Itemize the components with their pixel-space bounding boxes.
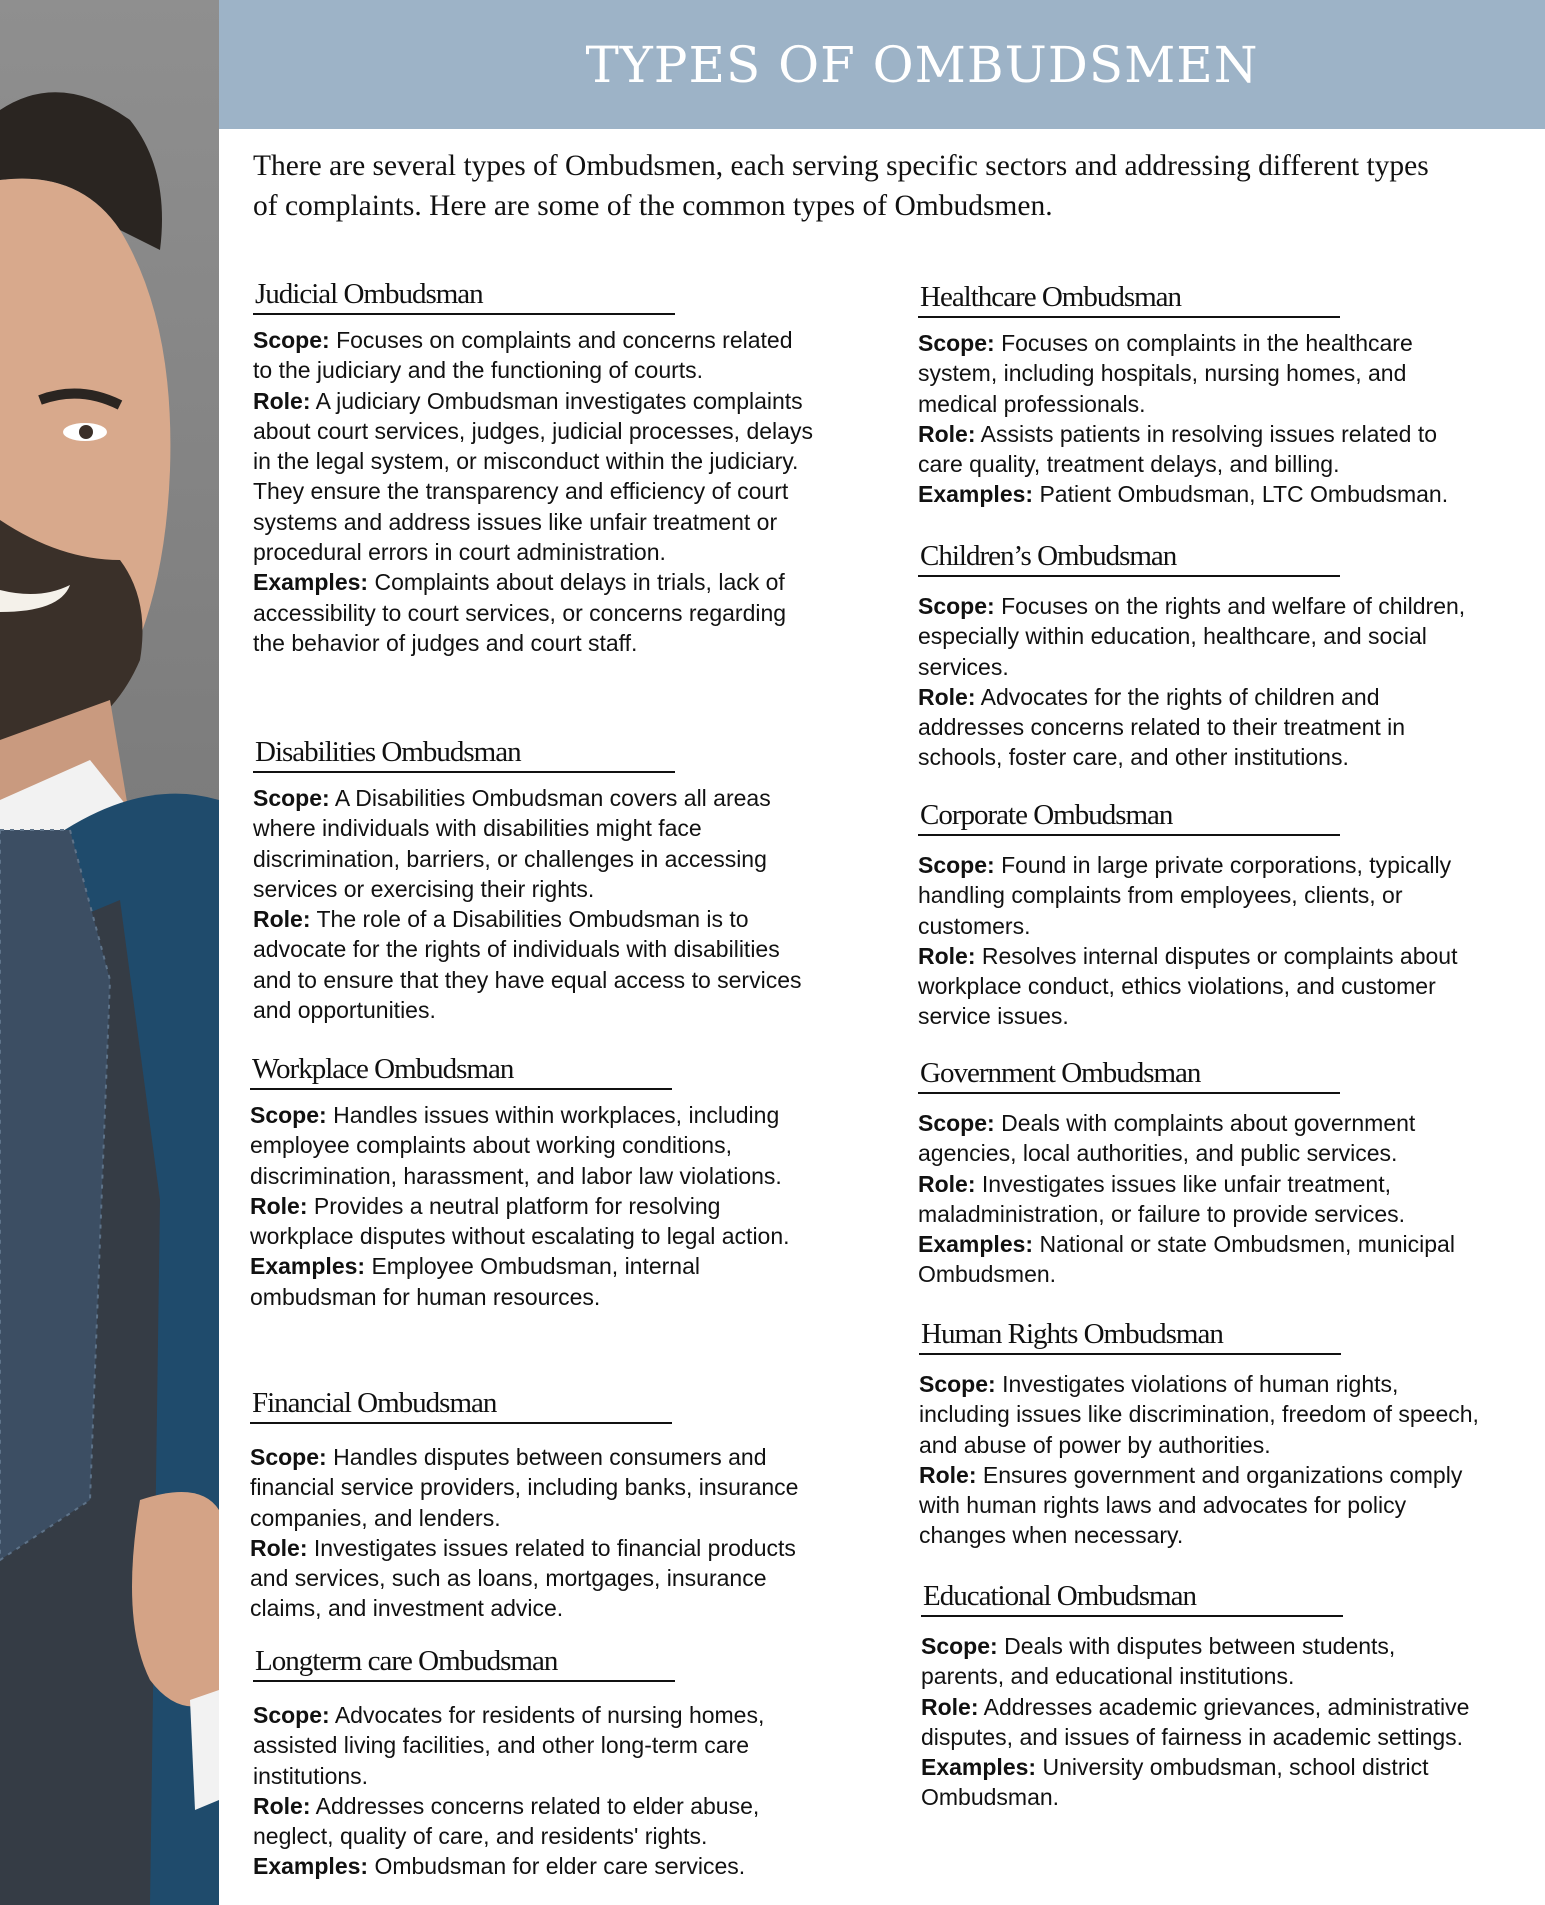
examples-text: National or state Ombudsmen, municipal Ombudsmen. xyxy=(918,1231,1455,1288)
section-government-ombudsman xyxy=(918,1057,1478,1290)
examples-text: Ombudsman for elder care services. xyxy=(374,1853,746,1880)
section-financial-ombudsman xyxy=(250,1387,810,1624)
scope-text: Focuses on complaints in the healthcare system, including hospitals, nursing homes, and medical professionals. xyxy=(918,330,1413,417)
scope-label: Scope: xyxy=(253,327,330,353)
scope-text: A Disabilities Ombudsman covers all areas where individuals with disabilities might face discrimination, barriers, or challenges in accessing services or exercising their rights. xyxy=(253,785,771,902)
section-body xyxy=(250,1100,810,1312)
examples-label: Examples: xyxy=(921,1754,1037,1781)
header-banner xyxy=(219,0,1545,129)
section-title: Disabilities Ombudsman xyxy=(253,736,675,773)
scope-label: Scope: xyxy=(918,1110,995,1136)
examples-label: Examples: xyxy=(253,1853,369,1880)
section-title: Corporate Ombudsman xyxy=(918,799,1340,836)
role-label: Role: xyxy=(918,420,976,447)
examples-text: Employee Ombudsman, internal ombudsman for human resources. xyxy=(250,1253,701,1310)
role-label: Role: xyxy=(250,1192,308,1219)
examples-label: Examples: xyxy=(250,1253,366,1280)
scope-label: Scope: xyxy=(250,1444,327,1470)
role-text: Investigates issues related to financial products and services, such as loans, mortgages, insurance claims, and investment advice. xyxy=(250,1534,796,1622)
section-title: Workplace Ombudsman xyxy=(250,1053,672,1090)
page-title: TYPES OF OMBUDSMEN xyxy=(585,35,1259,94)
role-label: Role: xyxy=(253,387,311,414)
section-title: Judicial Ombudsman xyxy=(253,278,675,315)
section-corporate-ombudsman xyxy=(918,799,1478,1032)
role-label: Role: xyxy=(919,1461,977,1488)
role-text: Assists patients in resolving issues related to care quality, treatment delays, and billing. xyxy=(918,420,1438,478)
examples-text: Complaints about delays in trials, lack of accessibility to court services, or concerns regarding the behavior of judges and court staff. xyxy=(253,569,787,656)
scope-text: Deals with complaints about government agencies, local authorities, and public services. xyxy=(918,1110,1416,1167)
role-label: Role: xyxy=(918,1170,976,1197)
section-body xyxy=(918,328,1488,510)
section-title: Children’s Ombudsman xyxy=(918,540,1340,577)
scope-label: Scope: xyxy=(918,852,995,878)
section-body xyxy=(918,591,1478,773)
scope-text: Handles issues within workplaces, including employee complaints about working conditions, discrimination, harassment, and labor law violations. xyxy=(250,1102,782,1189)
section-body xyxy=(921,1631,1481,1813)
section-longterm-care-ombudsman xyxy=(253,1645,813,1882)
scope-label: Scope: xyxy=(919,1371,996,1397)
role-text: Addresses academic grievances, administrative disputes, and issues of fairness in academic settings. xyxy=(921,1693,1470,1750)
role-label: Role: xyxy=(918,942,976,969)
role-text: Advocates for the rights of children and addresses concerns related to their treatment in schools, foster care, and other institutions. xyxy=(918,683,1406,771)
role-label: Role: xyxy=(250,1534,308,1561)
section-body xyxy=(250,1442,810,1624)
section-body xyxy=(253,783,813,1025)
scope-text: Focuses on the rights and welfare of children, especially within education, healthcare, and social services. xyxy=(918,593,1466,680)
scope-label: Scope: xyxy=(918,593,995,619)
section-educational-ombudsman xyxy=(921,1580,1481,1813)
section-body xyxy=(253,1700,813,1882)
scope-label: Scope: xyxy=(253,1702,330,1728)
section-title: Human Rights Ombudsman xyxy=(919,1318,1341,1355)
role-text: Ensures government and organizations comply with human rights laws and advocates for policy changes when necessary. xyxy=(919,1461,1463,1549)
section-body xyxy=(918,850,1478,1032)
examples-label: Examples: xyxy=(253,569,369,596)
role-text: Resolves internal disputes or complaints about workplace conduct, ethics violations, and customer service issues. xyxy=(918,942,1458,1030)
examples-label: Examples: xyxy=(918,481,1034,508)
section-title: Educational Ombudsman xyxy=(921,1580,1343,1617)
section-human-rights-ombudsman xyxy=(919,1318,1479,1551)
section-title: Longterm care Ombudsman xyxy=(253,1645,675,1682)
section-title: Healthcare Ombudsman xyxy=(918,281,1340,318)
role-text: A judiciary Ombudsman investigates complaints about court services, judges, judicial processes, delays in the legal system, or misconduct within the judiciary. They ensure the transparency and efficiency of court systems and address issues like unfair treatment or procedural errors in court administration. xyxy=(253,387,813,566)
scope-text: Handles disputes between consumers and financial service providers, including banks, insurance companies, and lenders. xyxy=(250,1444,799,1531)
scope-text: Investigates violations of human rights, including issues like discrimination, freedom of speech, and abuse of power by authorities. xyxy=(919,1371,1479,1458)
scope-text: Advocates for residents of nursing homes, assisted living facilities, and other long-term care institutions. xyxy=(253,1702,765,1789)
role-text: Addresses concerns related to elder abuse, neglect, quality of care, and residents' rights. xyxy=(253,1792,760,1850)
section-body xyxy=(919,1369,1479,1551)
role-text: Provides a neutral platform for resolving workplace disputes without escalating to legal action. xyxy=(250,1192,790,1250)
section-title: Government Ombudsman xyxy=(918,1057,1340,1094)
scope-text: Found in large private corporations, typically handling complaints from employees, clients, or customers. xyxy=(918,852,1452,939)
section-judicial-ombudsman xyxy=(253,278,813,658)
scope-label: Scope: xyxy=(918,330,995,356)
section-body xyxy=(918,1108,1478,1290)
role-label: Role: xyxy=(253,1792,311,1819)
role-label: Role: xyxy=(253,906,311,933)
examples-text: Patient Ombudsman, LTC Ombudsman. xyxy=(1039,481,1449,508)
portrait-illustration xyxy=(0,0,219,1905)
portrait-photo xyxy=(0,0,219,1905)
scope-text: Focuses on complaints and concerns related to the judiciary and the functioning of courts. xyxy=(253,327,793,384)
role-text: The role of a Disabilities Ombudsman is to advocate for the rights of individuals with disabilities and to ensure that they have equal access to services and opportunities. xyxy=(253,906,802,1024)
role-text: Investigates issues like unfair treatment, maladministration, or failure to provide services. xyxy=(918,1170,1406,1227)
scope-label: Scope: xyxy=(253,785,330,811)
section-workplace-ombudsman xyxy=(250,1053,810,1312)
intro-text: There are several types of Ombudsmen, each serving specific sectors and addressing different types of complaints. Here are some of the common types of Ombudsmen. xyxy=(253,150,1429,222)
role-label: Role: xyxy=(921,1693,979,1720)
section-healthcare-ombudsman xyxy=(918,281,1488,510)
scope-label: Scope: xyxy=(250,1102,327,1128)
section-body xyxy=(253,325,813,658)
scope-text: Deals with disputes between students, parents, and educational institutions. xyxy=(921,1633,1396,1690)
examples-text: University ombudsman, school district Ombudsman. xyxy=(921,1754,1429,1811)
section-childrens-ombudsman xyxy=(918,540,1478,773)
examples-label: Examples: xyxy=(918,1231,1034,1258)
role-label: Role: xyxy=(918,683,976,710)
section-disabilities-ombudsman xyxy=(253,736,813,1025)
section-title: Financial Ombudsman xyxy=(250,1387,672,1424)
scope-label: Scope: xyxy=(921,1633,998,1659)
